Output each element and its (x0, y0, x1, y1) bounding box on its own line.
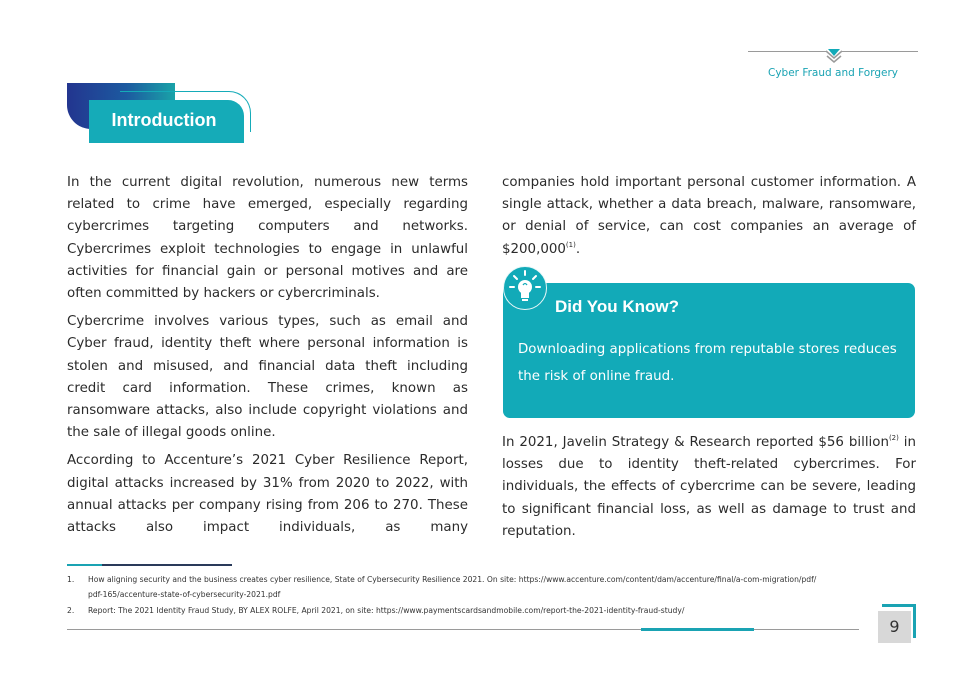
footnote-2: 2. Report: The 2021 Identity Fraud Study, BY ALEX ROLFE, April 2021, on site: https://www.paymentscardsandmobile.com/report-the-2021-identity-fraud-study/ (67, 606, 685, 615)
left-column (67, 172, 468, 545)
did-you-know-text: Downloading applications from reputable stores reduces the risk of online fraud. (518, 342, 897, 384)
paragraph: According to Accenture’s 2021 Cyber Resilience Report, digital attacks increased by 31% from 2020 to 2022, with annual attacks per company rising from 206 to 270. These attacks also impact individuals, as many (67, 453, 468, 536)
footnote-divider (102, 564, 232, 566)
footnote-ref[interactable]: (2) (888, 434, 899, 442)
chevron-down-icon (822, 44, 846, 66)
header-rule-right (842, 51, 918, 52)
right-column-bottom (502, 432, 916, 549)
paragraph: Cybercrime involves various types, such as email and Cyber fraud, identity theft where personal information is stolen and misused, and financial data theft including credit card information. These crimes, known as ransomware attacks, also include copyright violations and the sale of illegal goods online. (67, 314, 468, 441)
footnote-1: 1. How aligning security and the business creates cyber resilience, State of Cybersecurity Resilience 2021. On site: https://www.accenture.com/content/dam/accenture/final/a-com-migration/pdf/ (67, 575, 817, 584)
footnote-ref[interactable]: (1) (565, 240, 576, 249)
page-heading: Introduction (111, 110, 217, 130)
footnote-1-continuation[interactable]: pdf-165/accenture-state-of-cybersecurity-2021.pdf (88, 590, 281, 599)
paragraph: In 2021, Javelin Strategy & Research reported $56 billion$^{(2)}$ in losses due to identity theft-related cybercrimes. For individuals, the effects of cybercrime can be severe, leading to significant financial loss, as well as damage to trust and reputation. (502, 434, 916, 539)
footnote-divider-accent (67, 564, 102, 566)
lightbulb-icon (503, 266, 547, 310)
footnote-link[interactable]: How aligning security and the business creates cyber resilience, State of Cybersecurity Resilience 2021. On site: https://www.accenture.com/content/dam/accenture/final/a-com-migration/pdf/ (88, 575, 817, 584)
paragraph: companies hold important personal customer information. A single attack, whether a data breach, malware, ransomware, or denial of service, can cost companies an average of $200,000$^{(1)}$. (502, 175, 916, 257)
right-column-top (502, 172, 916, 267)
section-title: Cyber Fraud and Forgery (768, 67, 898, 79)
page-number: 9 (878, 611, 911, 643)
footnote-link[interactable]: Report: The 2021 Identity Fraud Study, BY ALEX ROLFE, April 2021, on site: https://www.paymentscardsandmobile.com/report-the-2021-identity-fraud-study/ (88, 606, 685, 615)
header-rule-left (748, 51, 826, 52)
footer-rule-accent (641, 628, 754, 631)
paragraph: In the current digital revolution, numerous new terms related to crime have emerged, especially regarding cybercrimes targeting computers and networks. Cybercrimes exploit technologies to engage in unlawful activities for financial gain or personal motives and are often committed by hackers or cybercriminals. (67, 175, 468, 302)
did-you-know-title: Did You Know? (555, 297, 680, 316)
